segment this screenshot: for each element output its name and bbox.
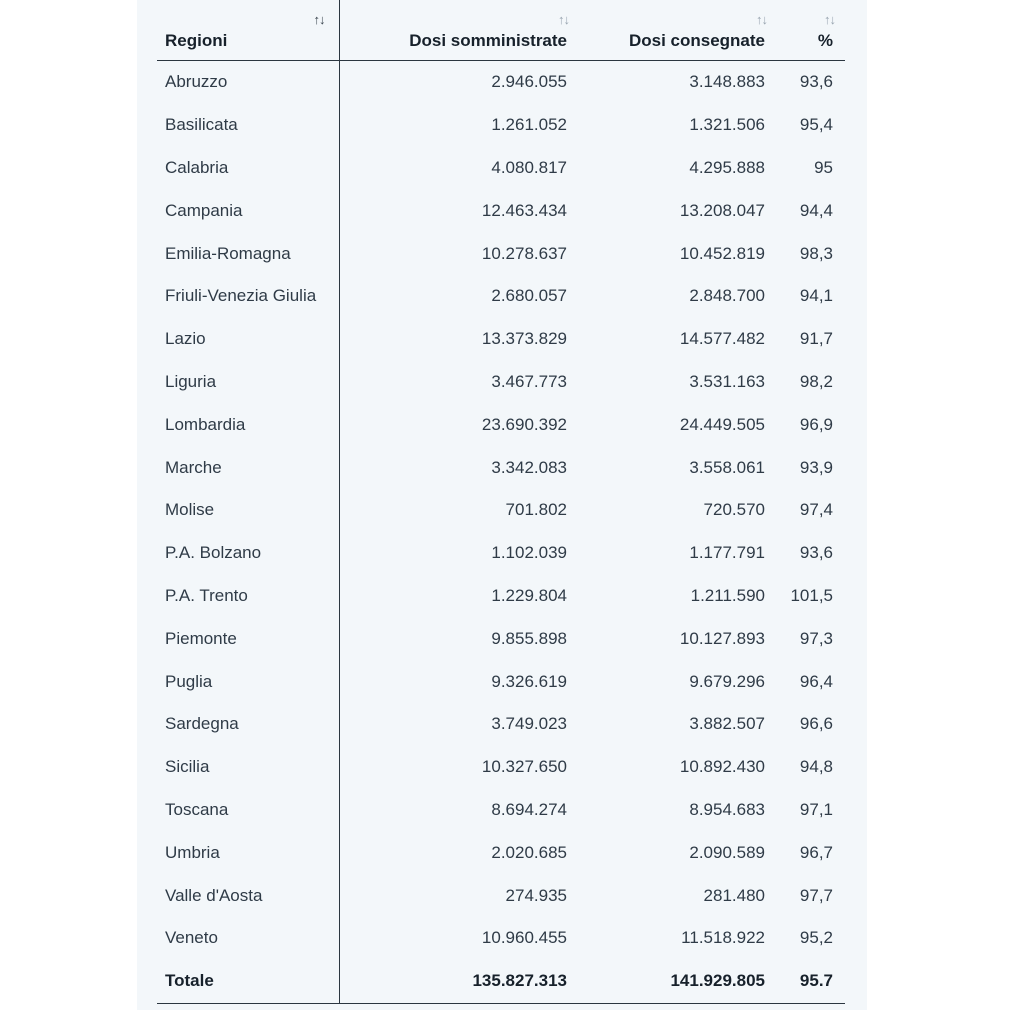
cell-percent: 95 — [814, 157, 833, 177]
cell-percent: 101,5 — [790, 585, 833, 605]
cell-percent: 94,1 — [799, 286, 833, 306]
cell-dosi-somministrate: 10.327.650 — [481, 757, 567, 777]
cell-percent: 96,9 — [799, 414, 833, 434]
column-header-regioni[interactable] — [157, 0, 339, 61]
cell-percent: 91,7 — [799, 329, 833, 349]
table-row — [157, 232, 845, 275]
cell-region: Totale — [157, 960, 339, 1003]
cell-region: Abruzzo — [157, 61, 339, 104]
table-body — [157, 61, 845, 1004]
table-row — [157, 917, 845, 960]
cell-region: Marche — [157, 446, 339, 489]
column-header-label: Dosi somministrate — [409, 31, 567, 50]
cell-dosi-somministrate: 2.020.685 — [491, 842, 567, 862]
column-header-dosi-consegnate[interactable] — [579, 0, 777, 61]
sort-arrows-icon[interactable]: ↑↓ — [558, 12, 569, 27]
table-row — [157, 403, 845, 446]
cell-percent: 96,4 — [799, 671, 833, 691]
table-row — [157, 746, 845, 789]
cell-region: Umbria — [157, 831, 339, 874]
cell-dosi-somministrate: 2.680.057 — [491, 286, 567, 306]
cell-dosi-consegnate: 3.531.163 — [689, 371, 765, 391]
cell-percent: 96,7 — [799, 842, 833, 862]
cell-dosi-consegnate: 281.480 — [703, 885, 765, 905]
cell-dosi-somministrate: 2.946.055 — [491, 72, 567, 92]
cell-region: Basilicata — [157, 104, 339, 147]
table-row — [157, 703, 845, 746]
cell-dosi-consegnate: 1.177.791 — [689, 543, 765, 563]
vaccine-doses-table — [157, 0, 845, 1004]
table-total-row — [157, 960, 845, 1003]
table-row — [157, 489, 845, 532]
sort-arrows-icon[interactable]: ↑↓ — [313, 12, 325, 27]
cell-percent: 95.7 — [777, 960, 845, 1003]
cell-dosi-somministrate: 1.261.052 — [491, 115, 567, 135]
cell-dosi-somministrate: 3.342.083 — [491, 457, 567, 477]
cell-region: Campania — [157, 189, 339, 232]
sort-arrows-icon[interactable]: ↑↓ — [756, 12, 767, 27]
cell-dosi-consegnate: 3.558.061 — [689, 457, 765, 477]
cell-region: Toscana — [157, 789, 339, 832]
cell-dosi-consegnate: 1.321.506 — [689, 115, 765, 135]
cell-percent: 93,6 — [799, 72, 833, 92]
table-row — [157, 789, 845, 832]
cell-percent: 94,8 — [799, 757, 833, 777]
cell-dosi-somministrate: 13.373.829 — [481, 329, 567, 349]
cell-dosi-somministrate: 9.326.619 — [491, 671, 567, 691]
cell-dosi-consegnate: 2.090.589 — [689, 842, 765, 862]
column-header-label: % — [817, 31, 833, 50]
cell-dosi-consegnate: 11.518.922 — [681, 928, 765, 948]
cell-dosi-consegnate: 1.211.590 — [690, 585, 765, 605]
table-row — [157, 532, 845, 575]
sort-arrows-icon[interactable]: ↑↓ — [824, 12, 835, 27]
table-row — [157, 660, 845, 703]
table-panel — [137, 0, 867, 1010]
column-header-dosi-somministrate[interactable] — [339, 0, 579, 61]
cell-region: Liguria — [157, 361, 339, 404]
table-row — [157, 275, 845, 318]
cell-region: Lazio — [157, 318, 339, 361]
cell-dosi-consegnate: 141.929.805 — [579, 960, 777, 1003]
table-row — [157, 318, 845, 361]
cell-percent: 95,4 — [799, 115, 833, 135]
cell-dosi-consegnate: 3.148.883 — [689, 72, 765, 92]
column-header-label: Regioni — [165, 31, 228, 50]
cell-dosi-consegnate: 8.954.683 — [689, 799, 765, 819]
cell-percent: 97,4 — [799, 500, 833, 520]
cell-dosi-somministrate: 701.802 — [505, 500, 567, 520]
cell-dosi-somministrate: 274.935 — [505, 885, 567, 905]
table-row — [157, 61, 845, 104]
cell-percent: 96,6 — [799, 714, 833, 734]
cell-region: P.A. Trento — [157, 575, 339, 618]
table-row — [157, 617, 845, 660]
table-row — [157, 831, 845, 874]
cell-dosi-somministrate: 3.749.023 — [491, 714, 567, 734]
cell-dosi-consegnate: 4.295.888 — [689, 157, 765, 177]
cell-dosi-somministrate: 10.278.637 — [481, 243, 567, 263]
cell-region: Emilia-Romagna — [157, 232, 339, 275]
cell-region: Sardegna — [157, 703, 339, 746]
cell-dosi-somministrate: 135.827.313 — [339, 960, 579, 1003]
table-header-row — [157, 0, 845, 61]
cell-percent: 97,1 — [799, 799, 833, 819]
cell-dosi-consegnate: 10.127.893 — [679, 628, 765, 648]
table-row — [157, 575, 845, 618]
table-row — [157, 874, 845, 917]
cell-region: Valle d'Aosta — [157, 874, 339, 917]
cell-region: Puglia — [157, 660, 339, 703]
cell-dosi-consegnate: 10.452.819 — [679, 243, 765, 263]
table-row — [157, 189, 845, 232]
cell-dosi-somministrate: 23.690.392 — [481, 414, 567, 434]
table-row — [157, 361, 845, 404]
cell-percent: 94,4 — [799, 200, 833, 220]
cell-region: Lombardia — [157, 403, 339, 446]
cell-dosi-somministrate: 1.102.039 — [491, 543, 567, 563]
cell-percent: 93,6 — [799, 543, 833, 563]
cell-dosi-consegnate: 3.882.507 — [689, 714, 765, 734]
cell-dosi-somministrate: 3.467.773 — [491, 371, 567, 391]
cell-dosi-consegnate: 9.679.296 — [689, 671, 765, 691]
cell-dosi-somministrate: 10.960.455 — [481, 928, 567, 948]
cell-percent: 97,3 — [799, 628, 833, 648]
cell-region: Piemonte — [157, 617, 339, 660]
cell-percent: 95,2 — [799, 928, 833, 948]
table-row — [157, 446, 845, 489]
table-row — [157, 147, 845, 190]
cell-region: P.A. Bolzano — [157, 532, 339, 575]
cell-dosi-consegnate: 720.570 — [703, 500, 765, 520]
table-row — [157, 104, 845, 147]
cell-dosi-consegnate: 14.577.482 — [679, 329, 765, 349]
cell-region: Veneto — [157, 917, 339, 960]
column-header-percent[interactable] — [777, 0, 845, 61]
cell-percent: 98,2 — [799, 371, 833, 391]
cell-dosi-somministrate: 9.855.898 — [491, 628, 567, 648]
cell-region: Calabria — [157, 147, 339, 190]
cell-dosi-consegnate: 10.892.430 — [679, 757, 765, 777]
cell-region: Friuli-Venezia Giulia — [157, 275, 339, 318]
column-header-label: Dosi consegnate — [628, 31, 765, 50]
cell-region: Molise — [157, 489, 339, 532]
cell-dosi-somministrate: 1.229.804 — [491, 585, 567, 605]
cell-dosi-somministrate: 8.694.274 — [491, 799, 567, 819]
cell-dosi-consegnate: 2.848.700 — [689, 286, 765, 306]
cell-percent: 97,7 — [799, 885, 833, 905]
cell-dosi-consegnate: 13.208.047 — [679, 200, 765, 220]
cell-percent: 93,9 — [799, 457, 833, 477]
cell-percent: 98,3 — [799, 243, 833, 263]
cell-region: Sicilia — [157, 746, 339, 789]
cell-dosi-somministrate: 4.080.817 — [491, 157, 567, 177]
cell-dosi-somministrate: 12.463.434 — [481, 200, 567, 220]
cell-dosi-consegnate: 24.449.505 — [679, 414, 765, 434]
